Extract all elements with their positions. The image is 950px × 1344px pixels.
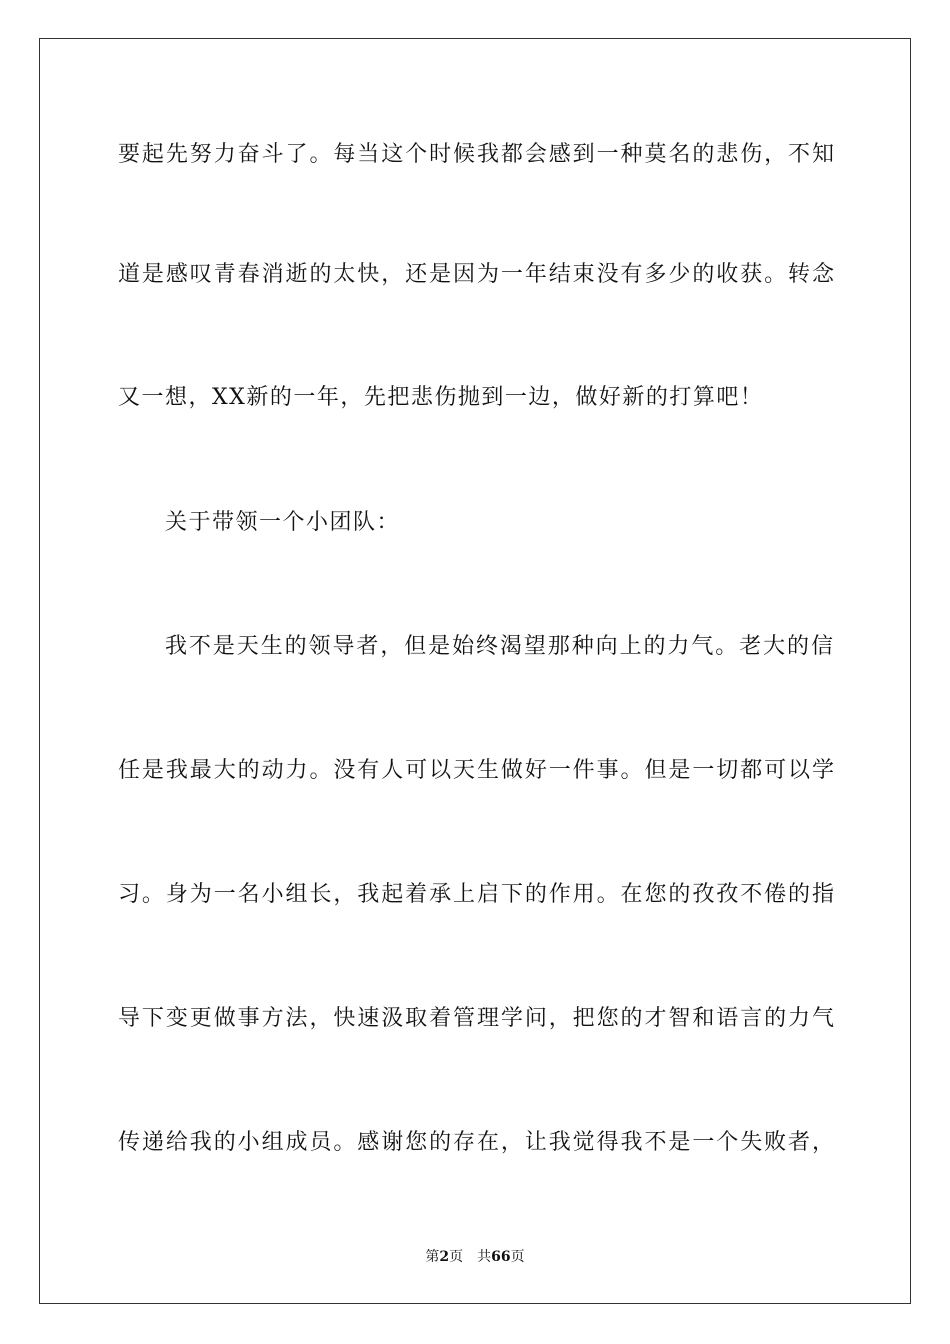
- footer-page-suffix: 页: [449, 1249, 464, 1265]
- paragraph-line-1: 要起先努力奋斗了。每当这个时候我都会感到一种莫名的悲伤，不知: [118, 142, 834, 167]
- footer-total-suffix: 页: [510, 1249, 525, 1265]
- footer-page-prefix: 第: [425, 1249, 440, 1265]
- paragraph-line-8: 导下变更做事方法，快速汲取着管理学问，把您的才智和语言的力气: [118, 1006, 834, 1031]
- footer-total-pages: 66: [491, 1249, 511, 1265]
- paragraph-line-7: 习。身为一名小组长，我起着承上启下的作用。在您的孜孜不倦的指: [118, 882, 834, 907]
- footer-total-prefix: 共: [477, 1249, 492, 1265]
- paragraph-line-2: 道是感叹青春消逝的太快，还是因为一年结束没有多少的收获。转念: [118, 262, 834, 287]
- section-heading: 关于带领一个小团队：: [165, 510, 401, 535]
- page-footer: [0, 1248, 950, 1266]
- page-border: [39, 38, 911, 1304]
- paragraph-line-6: 任是我最大的动力。没有人可以天生做好一件事。但是一切都可以学: [118, 758, 834, 783]
- paragraph-line-3: 又一想，XX新的一年，先把悲伤抛到一边，做好新的打算吧！: [118, 385, 764, 410]
- paragraph-line-9: 传递给我的小组成员。感谢您的存在，让我觉得我不是一个失败者，: [118, 1130, 834, 1155]
- footer-page-number: 2: [439, 1249, 450, 1265]
- paragraph-line-5: 我不是天生的领导者，但是始终渴望那种向上的力气。老大的信: [165, 634, 833, 659]
